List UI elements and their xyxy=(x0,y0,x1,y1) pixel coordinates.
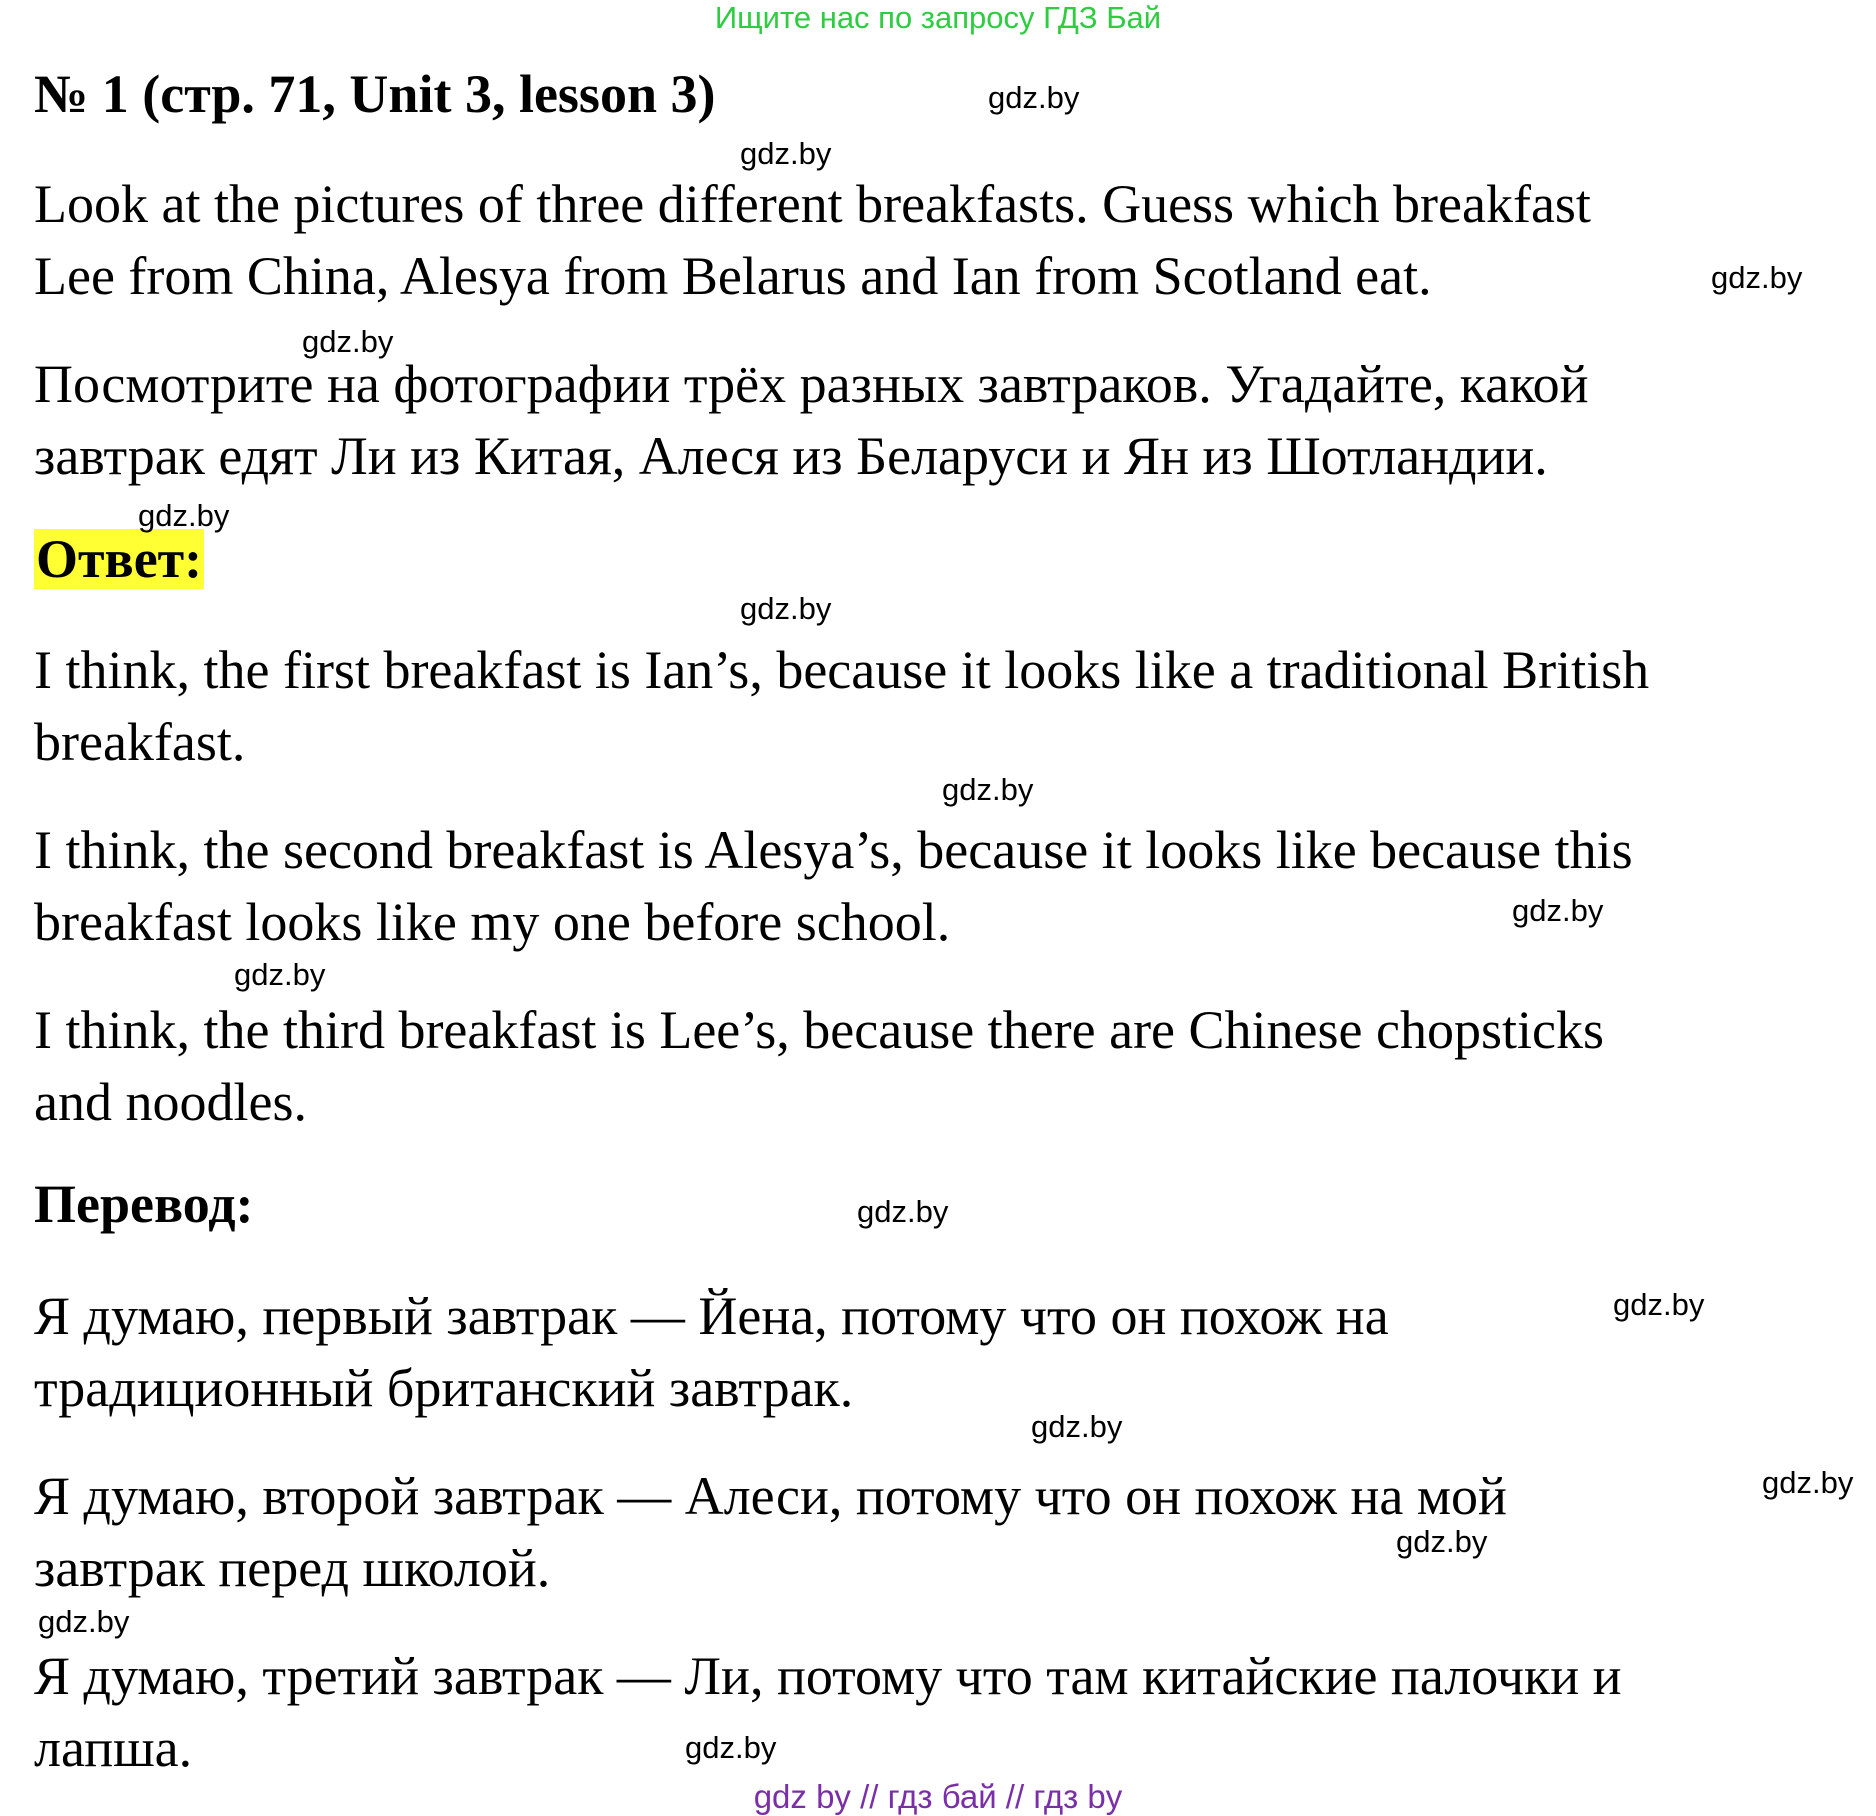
watermark: gdz.by xyxy=(1613,1287,1705,1322)
watermark: gdz.by xyxy=(988,80,1080,115)
task-russian xyxy=(34,348,1834,492)
exercise-title: № 1 (стр. 71, Unit 3, lesson 3) xyxy=(34,64,716,124)
watermark: gdz.by xyxy=(1396,1524,1488,1559)
translation-3-line-1: Я думаю, третий завтрак — Ли, потому что там китайские палочки и xyxy=(34,1646,1622,1706)
task-russian-line-2: завтрак едят Ли из Китая, Алеся из Беларуси и Ян из Шотландии. xyxy=(34,426,1548,486)
translation-1-line-2: традиционный британский завтрак. xyxy=(34,1358,854,1418)
translation-2-line-1: Я думаю, второй завтрак — Алеси, потому что он похож на мой xyxy=(34,1466,1507,1526)
watermark: gdz.by xyxy=(234,957,326,992)
answer-1-line-2: breakfast. xyxy=(34,712,246,772)
watermark: gdz.by xyxy=(38,1604,130,1639)
watermark: gdz.by xyxy=(685,1730,777,1765)
watermark: gdz.by xyxy=(942,772,1034,807)
answer-2-line-1: I think, the second breakfast is Alesya’s, because it looks like because this xyxy=(34,820,1633,880)
answer-label-text: Ответ: xyxy=(36,529,203,589)
watermark: gdz.by xyxy=(740,136,832,171)
translation-label: Перевод: xyxy=(34,1174,254,1234)
watermark: gdz.by xyxy=(857,1194,949,1229)
task-english xyxy=(34,168,1834,312)
translation-3-line-2: лапша. xyxy=(34,1718,193,1778)
watermark: gdz.by xyxy=(138,498,230,533)
answer-1-line-1: I think, the first breakfast is Ian’s, because it looks like a traditional British xyxy=(34,640,1650,700)
translation-paragraph xyxy=(34,1460,1834,1604)
watermark: gdz.by xyxy=(302,324,394,359)
watermark: gdz.by xyxy=(740,591,832,626)
task-english-line-1: Look at the pictures of three different breakfasts. Guess which breakfast xyxy=(34,174,1591,234)
answer-paragraph xyxy=(34,634,1834,778)
task-russian-line-1: Посмотрите на фотографии трёх разных завтраков. Угадайте, какой xyxy=(34,354,1589,414)
translation-paragraph xyxy=(34,1280,1834,1424)
watermark: gdz.by xyxy=(1711,260,1803,295)
translation-paragraph xyxy=(34,1640,1834,1784)
watermark: gdz.by xyxy=(1031,1409,1123,1444)
answer-2-line-2: breakfast looks like my one before school. xyxy=(34,892,951,952)
watermark: gdz.by xyxy=(1762,1465,1854,1500)
translation-1-line-1: Я думаю, первый завтрак — Йена, потому что он похож на xyxy=(34,1286,1389,1346)
watermark: gdz.by xyxy=(1512,893,1604,928)
answer-label xyxy=(34,527,204,591)
translation-2-line-2: завтрак перед школой. xyxy=(34,1538,551,1598)
answer-paragraph xyxy=(34,814,1834,958)
answer-3-line-2: and noodles. xyxy=(34,1072,307,1132)
task-english-line-2: Lee from China, Alesya from Belarus and Ian from Scotland eat. xyxy=(34,246,1432,306)
answer-3-line-1: I think, the third breakfast is Lee’s, because there are Chinese chopsticks xyxy=(34,1000,1604,1060)
answer-paragraph xyxy=(34,994,1834,1138)
footer-links: gdz by // гдз бай // гдз by xyxy=(753,1778,1123,1815)
top-banner: Ищите нас по запросу ГДЗ Бай xyxy=(714,0,1162,35)
